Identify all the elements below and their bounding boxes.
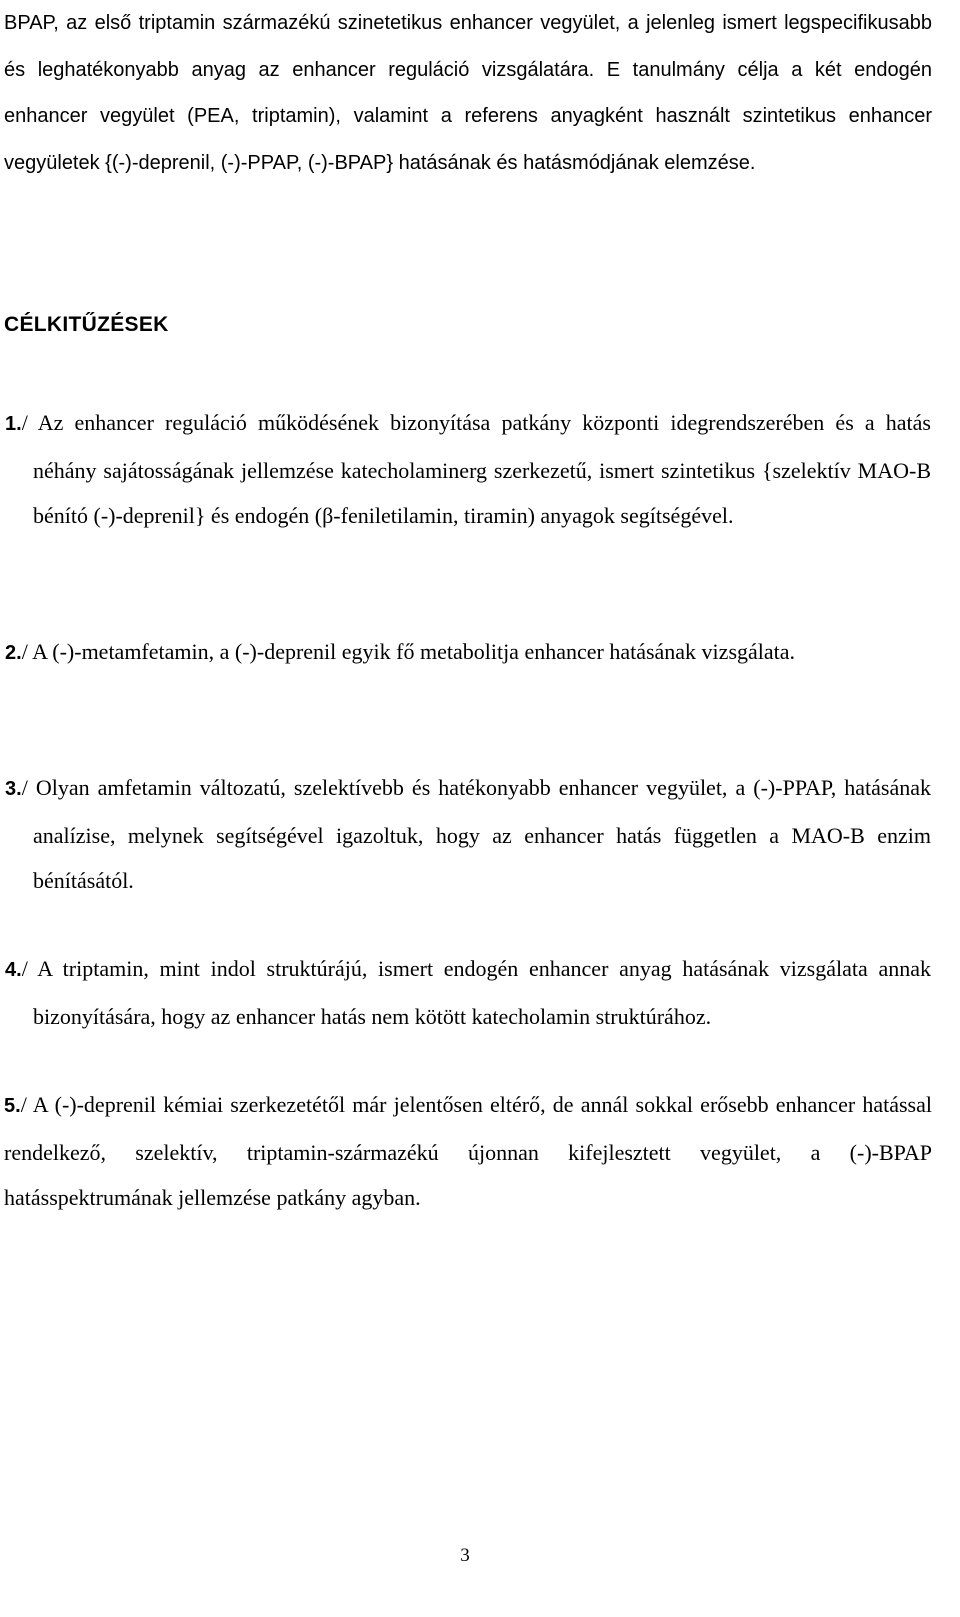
section-heading: CÉLKITŰZÉSEK (4, 313, 169, 336)
goal-text: / A (-)-deprenil kémiai szerkezetétől már jelentősen eltérő, de annál sokkal erősebb enhancer hatással rendelkező, szelektív, triptamin-származékú újonnan kifejlesztett vegyület, a (-)-BPAP hatásspektrumának jellemzése patkány agyban. (4, 1092, 932, 1210)
goal-number: 5. (4, 1095, 21, 1117)
goal-text: / Az enhancer reguláció működésének bizonyítása patkány központi idegrendszerében és a hatás néhány sajátosságának jellemzése katecholaminerg szerkezetű, ismert szintetikus {szelektív MAO-B bénító (-)-deprenil} és endogén (β-feniletilamin, tiramin) anyagok segítségével. (21, 410, 931, 528)
goal-item-5 (4, 1082, 932, 1221)
intro-paragraph: BPAP, az első triptamin származékú szinetetikus enhancer vegyület, a jelenleg ismert legspecifikusabb és leghatékonyabb anyag az enhancer reguláció vizsgálatára. E tanulmány célja a két endogén enhancer vegyület (PEA, triptamin), valamint a referens anyagként használt szintetikus enhancer vegyületek {(-)-deprenil, (-)-PPAP, (-)-BPAP} hatásának és hatásmódjának elemzése. (4, 12, 932, 174)
goal-text: / Olyan amfetamin változatú, szelektívebb és hatékonyabb enhancer vegyület, a (-)-PPAP, hatásának analízise, melynek segítségével igazoltuk, hogy az enhancer hatás független a MAO-B enzim bénításától. (21, 775, 931, 893)
goal-item-4 (5, 946, 931, 1039)
goal-number: 2. (5, 642, 22, 664)
goal-text: / A (-)-metamfetamin, a (-)-deprenil egyik fő metabolitja enhancer hatásának vizsgálata. (21, 639, 796, 664)
goal-number: 4. (5, 959, 22, 981)
goal-number: 1. (5, 413, 22, 435)
goal-item-1 (5, 400, 931, 539)
goal-text: / A triptamin, mint indol struktúrájú, ismert endogén enhancer anyag hatásának vizsgálata annak bizonyítására, hogy az enhancer hatás nem kötött katecholamin struktúrához. (21, 956, 931, 1029)
page-number: 3 (460, 1545, 470, 1566)
goal-number: 3. (5, 778, 22, 800)
goal-item-2 (5, 629, 931, 677)
goal-item-3 (5, 765, 931, 904)
